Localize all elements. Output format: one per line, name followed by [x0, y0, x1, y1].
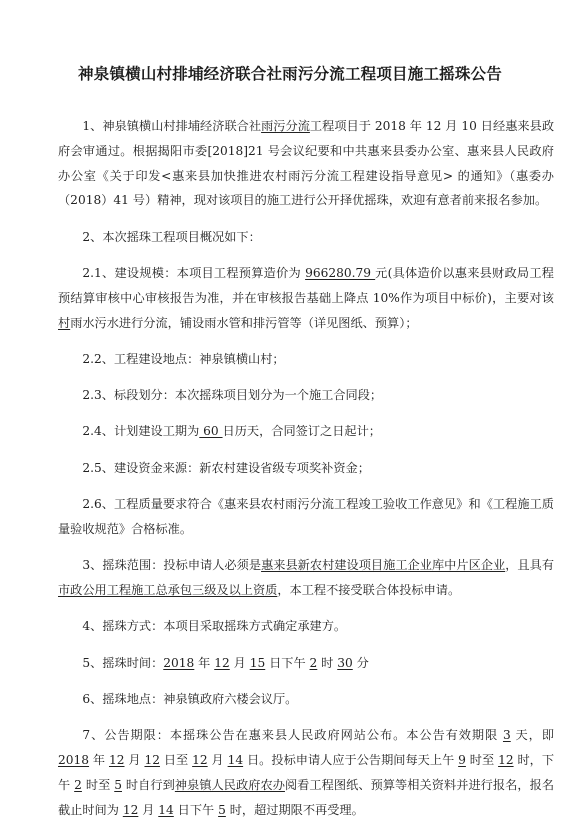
paragraph-3 — [58, 553, 554, 603]
paragraph-2-2: 2.2、工程建设地点：神泉镇横山村； — [82, 351, 285, 366]
year: 2018 — [163, 655, 195, 670]
text: 5、摇珠时间： — [82, 655, 164, 670]
duration-days: 60 — [199, 424, 223, 439]
text: 雨水污水进行分流，铺设雨水管和排污管等（详见图纸、预算）； — [70, 315, 418, 330]
underlined-text: 市政公用工程施工总承包三级及以上资质 — [58, 582, 278, 597]
underlined-text: 12 — [498, 752, 514, 767]
paragraph-4: 4、摇珠方式：本项目采取摇珠方式确定承建方。 — [82, 619, 347, 634]
paragraph-2-6: 2.6、工程质量要求符合《惠来县农村雨污分流工程竣工验收工作意见》和《工程施工质量验收规范》合格标准。 — [58, 497, 554, 536]
underlined-text: 5 — [114, 777, 122, 792]
underlined-text: 雨污分流 — [261, 119, 310, 133]
underlined-text: 12 — [108, 752, 125, 767]
paragraph-6: 6、摇珠地点：神泉镇政府六楼会议厅。 — [82, 691, 298, 706]
text: 年 — [89, 752, 109, 767]
text: 月 — [124, 752, 145, 767]
text: 时至 — [81, 777, 115, 792]
underlined-text: 神泉镇人民政府农办 — [174, 777, 285, 792]
budget-amount: 966280.79 — [305, 265, 376, 280]
paragraph-2-5: 2.5、建设资金来源：新农村建设省级专项奖补资金； — [82, 460, 370, 475]
text: 2.4、计划建设工期为 — [82, 424, 200, 439]
underlined-text: 12 — [192, 752, 208, 767]
text: 元(具体造价以惠来县财政局工程预结算审核中心审核报告为准，并在审核报告基础上降点 10%作为项目中标价)，主要对该 — [58, 265, 554, 305]
text: ，且具有 — [505, 558, 555, 573]
paragraph-2-3: 2.3、标段划分：本次摇珠项目划分为一个施工合同段； — [82, 388, 383, 403]
text: 时，下午 — [58, 752, 555, 792]
underlined-text: 14 — [227, 752, 244, 767]
hour: 2 — [309, 655, 318, 670]
text: 阅看工程图纸、预算等相关资料并进行报名，报名截止时间为 — [58, 777, 555, 817]
minute: 30 — [337, 655, 353, 670]
paragraph-7 — [58, 723, 554, 822]
day: 15 — [249, 655, 266, 670]
underlined-text: 5 — [218, 802, 226, 817]
underlined-text: 2018 — [58, 752, 90, 767]
text: 2.1、建设规模：本项目工程预算造价为 — [82, 265, 306, 280]
text: 3、摇珠范围：投标申请人必须是 — [82, 558, 262, 573]
text: 日下午 — [265, 655, 310, 670]
underlined-text: 14 — [158, 802, 174, 817]
text: 时自行到 — [122, 777, 175, 792]
underlined-text: 12 — [122, 802, 139, 817]
underlined-text: 村 — [58, 315, 71, 330]
text: 分 — [352, 655, 369, 670]
page-title: 神泉镇横山村排埔经济联合社雨污分流工程项目施工摇珠公告 — [78, 65, 502, 83]
text: 日下午 — [173, 802, 219, 817]
underlined-text: 9 — [458, 752, 466, 767]
text: 7、公告期限：本摇珠公告在惠来县人民政府网站公布。本公告有效期限 — [82, 728, 503, 743]
month: 12 — [214, 655, 230, 670]
underlined-text: 12 — [144, 752, 160, 767]
paragraph-2-1 — [58, 261, 554, 335]
paragraph-1 — [58, 114, 554, 213]
text: 月 — [207, 752, 228, 767]
paragraph-5 — [58, 651, 554, 676]
announcement-body — [58, 114, 554, 834]
text: 工程项目于 2018 年 12 月 10 日经惠来县政府会审通过。根据揭阳市委[2018]21 号会议纪要和中共惠来县委办公室、惠来县人民政府办公室《关于印发<惠来县加快推进农村雨污分流工程建设指导意见> 的通知》（惠委办（2018）41 号）精神，现对该项目的施工进行公开择优摇珠，欢迎有意者前来报名参加。 — [58, 119, 555, 208]
text: 日历天，合同签订之日起计； — [222, 424, 381, 439]
paragraph-2-4 — [58, 419, 554, 444]
text: ，本工程不接受联合体投标申请。 — [277, 582, 461, 597]
text: 1、神泉镇横山村排埔经济联合社 — [82, 119, 262, 133]
text: 日。投标申请人应于公告期间每天上午 — [243, 752, 459, 767]
underlined-text: 3 — [502, 728, 511, 743]
text: 天，即 — [510, 728, 555, 743]
paragraph-2: 2、本次摇珠工程项目概况如下： — [82, 229, 261, 244]
underlined-text: 惠来县新农村建设项目施工企业库中片区企业 — [261, 558, 506, 573]
text: 月 — [229, 655, 250, 670]
text: 时至 — [465, 752, 499, 767]
text: 月 — [138, 802, 159, 817]
underlined-text: 2 — [74, 777, 82, 792]
text: 时，超过期限不再受理。 — [225, 802, 364, 817]
text: 年 — [194, 655, 215, 670]
text: 日至 — [159, 752, 193, 767]
text: 时 — [317, 655, 338, 670]
